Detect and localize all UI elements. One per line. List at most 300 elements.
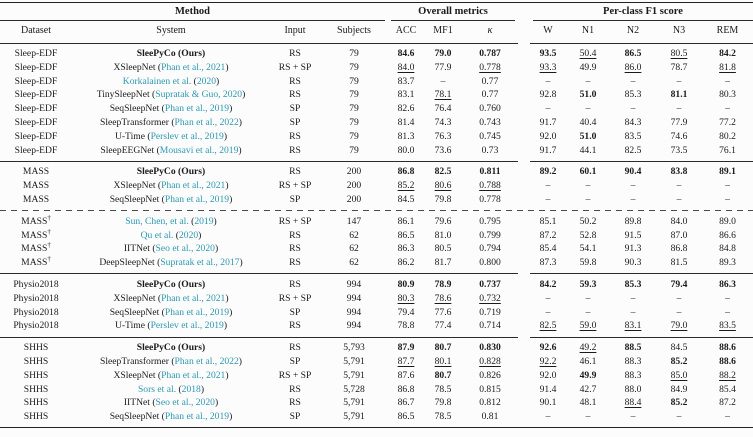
citation-link[interactable]: Sors et al. xyxy=(137,383,177,395)
dataset-cell: SHHS xyxy=(23,355,49,367)
metric-cell: 80.5 xyxy=(434,243,452,255)
input-signal-cell: RS + SP xyxy=(278,215,312,227)
dataset-cell: SHHS xyxy=(23,383,49,395)
citation-link[interactable]: 2020 xyxy=(178,229,199,241)
citation-link[interactable]: Phan et al., 2019 xyxy=(164,411,230,423)
metric-cell: 86.5 xyxy=(397,229,415,241)
metric-cell: 49.9 xyxy=(579,61,597,73)
input-signal-cell: RS xyxy=(289,166,301,178)
metric-cell: – xyxy=(585,103,591,115)
table-row xyxy=(0,75,753,89)
system-text: ) xyxy=(223,320,228,332)
subjects-cell: 79 xyxy=(349,116,359,128)
metric-cell: – xyxy=(545,180,551,192)
metric-cell: 86.3 xyxy=(719,278,736,290)
metric-cell: 0.828 xyxy=(479,355,501,367)
dagger-mark: † xyxy=(47,214,51,222)
citation-link[interactable]: Phan et al., 2019 xyxy=(164,193,230,205)
metric-cell: 85.1 xyxy=(539,215,557,227)
input-signal-cell: RS xyxy=(289,257,301,269)
subjects-cell: 994 xyxy=(346,278,362,290)
metric-cell: 89.8 xyxy=(624,215,642,227)
metric-cell: 77.9 xyxy=(670,116,688,128)
metric-cell: 87.2 xyxy=(539,229,557,241)
metric-cell: 0.812 xyxy=(479,397,501,409)
system-text: IITNet ( xyxy=(123,397,156,409)
citation-link[interactable]: Phan et al., 2022 xyxy=(174,355,239,367)
system-cell xyxy=(72,61,270,75)
metric-cell: 88.2 xyxy=(719,369,736,381)
divider-left-segment xyxy=(0,161,518,162)
system-text: XSleepNet ( xyxy=(113,369,162,381)
column-header-rem: REM xyxy=(716,25,739,36)
system-cell xyxy=(72,144,270,158)
column-group-gap xyxy=(518,229,530,243)
metric-cell: – xyxy=(630,103,636,115)
input-signal-cell: SP xyxy=(289,193,301,205)
metric-cell: 0.778 xyxy=(479,193,501,205)
group-header-perclass-f1 xyxy=(533,3,753,21)
system-text: U-Time ( xyxy=(114,130,151,142)
table-row xyxy=(0,369,753,383)
metric-cell: 87.2 xyxy=(719,397,736,409)
metric-cell: – xyxy=(545,103,551,115)
table-row xyxy=(0,306,753,320)
metric-cell: 0.788 xyxy=(479,180,501,192)
divider-left-segment xyxy=(0,337,518,338)
system-text: ) xyxy=(225,369,229,381)
metric-cell: 88.6 xyxy=(719,355,736,367)
metric-cell: – xyxy=(725,75,730,87)
metric-cell: – xyxy=(545,292,551,304)
subjects-cell: 79 xyxy=(349,48,359,59)
group-header-method xyxy=(0,3,385,21)
metric-cell: 0.778 xyxy=(479,61,501,73)
table-row xyxy=(0,47,753,61)
subjects-cell: 5,791 xyxy=(343,369,365,381)
dataset-cell: Sleep-EDF xyxy=(14,116,58,128)
system-text: ) xyxy=(238,355,242,367)
metric-cell: – xyxy=(676,411,682,423)
metric-cell: 86.7 xyxy=(397,397,415,409)
metric-cell: 0.787 xyxy=(479,48,501,59)
dataset-cell: Physio2018 xyxy=(13,292,59,304)
system-text: ) xyxy=(214,243,219,255)
system-text: ) xyxy=(216,75,220,87)
input-signal-cell: SP xyxy=(289,306,301,318)
table-row xyxy=(0,242,753,256)
metric-cell: 80.6 xyxy=(434,180,452,192)
column-group-gap xyxy=(518,21,530,41)
metric-cell: 84.8 xyxy=(719,243,736,255)
metric-cell: 86.2 xyxy=(397,257,415,269)
system-text: TinySleepNet ( xyxy=(96,89,156,101)
metric-cell: 88.6 xyxy=(719,342,736,354)
table-row xyxy=(0,319,753,333)
system-cell xyxy=(72,355,270,369)
divider-left-segment xyxy=(0,273,518,274)
metric-cell: 90.1 xyxy=(539,397,557,409)
metric-cell: 86.5 xyxy=(397,411,415,423)
system-text: ( xyxy=(191,75,197,87)
column-group-gap xyxy=(518,144,530,158)
system-text: SeqSleepNet ( xyxy=(109,193,165,205)
system-text: ) xyxy=(225,180,229,192)
citation-link[interactable]: Phan et al., 2022 xyxy=(174,116,239,128)
metric-cell: 0.830 xyxy=(479,342,501,354)
metric-cell: 82.6 xyxy=(397,103,415,115)
system-cell xyxy=(72,130,270,144)
subjects-cell: 994 xyxy=(346,306,362,318)
system-text: ) xyxy=(238,116,242,128)
citation-link[interactable]: Korkalainen et al. xyxy=(122,75,192,87)
column-group-gap xyxy=(518,215,530,229)
citation-link[interactable]: Phan et al., 2021 xyxy=(161,180,226,192)
system-cell xyxy=(72,193,270,207)
metric-cell: 86.8 xyxy=(397,166,415,178)
metric-cell: 40.4 xyxy=(579,116,597,128)
system-text: IITNet ( xyxy=(123,243,156,255)
metric-cell: 83.1 xyxy=(397,89,415,101)
metric-cell: 49.2 xyxy=(579,342,597,354)
metric-cell: 76.1 xyxy=(719,144,736,156)
metric-cell: – xyxy=(440,75,446,87)
system-cell xyxy=(72,75,270,89)
table-row xyxy=(0,144,753,158)
input-signal-cell: RS xyxy=(289,383,301,395)
dataset-cell: Sleep-EDF xyxy=(14,130,58,142)
metric-cell: 80.5 xyxy=(670,48,688,59)
metric-cell: 81.1 xyxy=(670,89,688,101)
column-group-gap xyxy=(518,179,530,193)
system-cell xyxy=(72,242,270,256)
system-text: ) xyxy=(213,215,217,227)
system-text: ) xyxy=(239,257,243,269)
system-text: ) xyxy=(198,229,202,241)
column-group-gap xyxy=(518,193,530,207)
column-group-gap xyxy=(518,306,530,320)
section-divider xyxy=(0,161,753,162)
citation-link[interactable]: 2019 xyxy=(194,215,214,227)
metric-cell: 84.2 xyxy=(719,48,736,59)
metric-cell: 84.9 xyxy=(670,383,688,395)
citation-link[interactable]: Seo et al., 2020 xyxy=(155,397,215,409)
metric-cell: 83.7 xyxy=(397,75,415,87)
system-text: SleePyCo (Ours) xyxy=(136,166,206,178)
input-signal-cell: RS xyxy=(289,243,301,255)
system-cell xyxy=(72,369,270,383)
metric-cell: 92.6 xyxy=(539,342,557,354)
column-header-subjects: Subjects xyxy=(337,25,371,36)
system-text: SeqSleepNet ( xyxy=(109,411,165,423)
table-row xyxy=(0,88,753,102)
metric-cell: 0.794 xyxy=(479,243,501,255)
metric-cell: 77.4 xyxy=(434,320,452,332)
metric-cell: 92.2 xyxy=(539,355,557,367)
citation-link[interactable]: Phan et al., 2021 xyxy=(161,369,226,381)
system-text: XSleepNet ( xyxy=(113,292,162,304)
metric-cell: 60.1 xyxy=(579,166,597,178)
metric-cell: 88.5 xyxy=(624,342,642,354)
metric-cell: 89.0 xyxy=(719,215,736,227)
system-cell xyxy=(72,102,270,116)
metric-cell: – xyxy=(725,306,730,318)
metric-cell: 87.0 xyxy=(670,229,688,241)
group-header-overall-label: Overall metrics xyxy=(418,6,488,17)
metric-cell: 78.8 xyxy=(397,320,415,332)
dataset-cell: MASS† xyxy=(21,256,51,269)
dataset-cell: Sleep-EDF xyxy=(14,103,58,115)
table-row xyxy=(0,165,753,179)
metric-cell: – xyxy=(630,75,636,87)
system-cell xyxy=(72,229,270,243)
metric-cell: 84.6 xyxy=(397,48,415,59)
citation-link[interactable]: Perslev et al., 2019 xyxy=(150,320,224,332)
citation-link[interactable]: Sun, Chen, et al. xyxy=(125,215,189,227)
metric-cell: 78.9 xyxy=(434,278,452,290)
system-text: ) xyxy=(200,383,205,395)
system-text: ) xyxy=(225,292,229,304)
metric-cell: 84.0 xyxy=(670,215,688,227)
metric-cell: 79.8 xyxy=(434,397,452,409)
subjects-cell: 147 xyxy=(346,215,362,227)
metric-cell: 82.5 xyxy=(434,166,452,178)
metric-cell: 0.77 xyxy=(481,75,499,87)
metric-cell: – xyxy=(676,306,682,318)
dagger-mark: † xyxy=(47,256,51,263)
subjects-cell: 79 xyxy=(349,144,359,156)
column-header-system: System xyxy=(156,25,186,36)
metric-cell: 0.800 xyxy=(479,257,501,269)
metric-cell: 46.1 xyxy=(579,355,597,367)
metric-cell: 0.719 xyxy=(479,306,501,318)
metric-cell: 88.4 xyxy=(624,397,642,409)
input-signal-cell: RS xyxy=(289,89,301,101)
system-cell xyxy=(72,116,270,130)
metric-cell: – xyxy=(725,411,730,423)
table-row xyxy=(0,396,753,410)
metric-cell: – xyxy=(585,292,591,304)
metric-cell: 84.5 xyxy=(670,342,688,354)
subjects-cell: 62 xyxy=(349,229,359,241)
dataset-cell: Sleep-EDF xyxy=(14,75,58,87)
metric-cell: 0.714 xyxy=(479,320,501,332)
table-row xyxy=(0,341,753,355)
metric-cell: 78.5 xyxy=(434,383,452,395)
metric-cell: 48.1 xyxy=(579,397,597,409)
column-header-n1: N1 xyxy=(581,25,595,36)
subjects-cell: 5,728 xyxy=(343,383,365,395)
metric-cell: 59.3 xyxy=(579,278,597,290)
metric-cell: 89.1 xyxy=(719,166,736,178)
citation-link[interactable]: Mousavi et al., 2019 xyxy=(159,144,239,156)
metric-cell: 49.9 xyxy=(579,369,597,381)
table-bottom-rule xyxy=(0,427,753,428)
column-header-n3: N3 xyxy=(672,25,686,36)
citation-link[interactable]: Phan et al., 2019 xyxy=(164,103,230,115)
metric-cell: 83.5 xyxy=(624,130,642,142)
system-cell xyxy=(72,215,270,229)
system-cell xyxy=(72,383,270,397)
metric-cell: 81.4 xyxy=(397,116,415,128)
citation-link[interactable]: Supratak & Guo, 2020 xyxy=(155,89,243,101)
metric-cell: – xyxy=(725,292,730,304)
section-divider xyxy=(0,273,753,274)
input-signal-cell: RS xyxy=(289,397,301,409)
system-text: ) xyxy=(229,103,233,115)
metric-cell: 85.2 xyxy=(397,180,415,192)
metric-cell: 73.5 xyxy=(670,144,688,156)
metric-cell: – xyxy=(545,411,551,423)
metric-cell: 77.6 xyxy=(434,306,452,318)
citation-link[interactable]: Qu et al. xyxy=(140,229,174,241)
metric-cell: 86.3 xyxy=(397,243,415,255)
column-header-n2: N2 xyxy=(626,25,640,36)
system-text: ) xyxy=(238,144,242,156)
citation-link[interactable]: 2018 xyxy=(181,383,201,395)
metric-cell: 59.8 xyxy=(579,257,597,269)
system-text: SleePyCo (Ours) xyxy=(136,342,206,354)
dataset-cell: MASS† xyxy=(21,228,51,241)
dataset-cell: MASS xyxy=(22,193,50,205)
metric-cell: 78.5 xyxy=(434,411,452,423)
metric-cell: 79.4 xyxy=(670,278,688,290)
column-header-row xyxy=(0,21,753,41)
column-group-gap xyxy=(518,278,530,292)
metric-cell: 0.795 xyxy=(479,215,501,227)
input-signal-cell: RS + SP xyxy=(278,61,312,73)
subjects-cell: 62 xyxy=(349,257,359,269)
dataset-cell: Sleep-EDF xyxy=(14,61,58,73)
metric-cell: 79.0 xyxy=(434,48,452,59)
table-row xyxy=(0,179,753,193)
system-text: ) xyxy=(242,89,246,101)
column-group-gap xyxy=(518,102,530,116)
metric-cell: 0.73 xyxy=(481,144,499,156)
table-row xyxy=(0,61,753,75)
metric-cell: – xyxy=(676,193,682,205)
system-cell xyxy=(72,88,270,102)
column-header-kappa: κ xyxy=(487,25,493,36)
subjects-cell: 200 xyxy=(346,193,362,205)
metric-cell: – xyxy=(630,193,636,205)
system-cell xyxy=(72,292,270,306)
system-cell xyxy=(72,341,270,355)
metric-cell: 92.8 xyxy=(539,89,557,101)
system-text: SleepTransformer ( xyxy=(100,116,175,128)
citation-link[interactable]: Seo et al., 2020 xyxy=(155,243,215,255)
metric-cell: 0.732 xyxy=(479,292,501,304)
metric-cell: 51.0 xyxy=(579,89,597,101)
metric-cell: – xyxy=(545,193,551,205)
citation-link[interactable]: Phan et al., 2021 xyxy=(161,292,226,304)
column-group-gap xyxy=(518,355,530,369)
input-signal-cell: RS xyxy=(289,278,301,290)
section-divider xyxy=(0,337,753,338)
metric-cell: 83.8 xyxy=(670,166,688,178)
system-text: SleePyCo (Ours) xyxy=(136,278,206,290)
metric-cell: 0.760 xyxy=(479,103,501,115)
metric-cell: 89.3 xyxy=(719,257,736,269)
column-header-w: W xyxy=(543,25,553,36)
column-group-gap xyxy=(518,319,530,333)
column-group-gap xyxy=(518,61,530,75)
dataset-cell: Sleep-EDF xyxy=(14,48,58,59)
column-group-gap xyxy=(518,116,530,130)
system-cell xyxy=(72,47,270,61)
dataset-cell: MASS† xyxy=(21,242,51,255)
group-header-perclass-label: Per-class F1 score xyxy=(603,6,683,17)
metric-cell: 77.2 xyxy=(719,116,736,128)
dataset-cell: Physio2018 xyxy=(13,278,59,290)
subjects-cell: 5,793 xyxy=(343,342,365,354)
metric-cell: 83.1 xyxy=(624,320,642,332)
column-group-gap xyxy=(518,47,530,61)
subjects-cell: 994 xyxy=(346,292,362,304)
input-signal-cell: RS + SP xyxy=(278,369,312,381)
subjects-cell: 79 xyxy=(349,89,359,101)
system-text: DeepSleepNet ( xyxy=(99,257,161,269)
column-group-gap xyxy=(518,242,530,256)
citation-link[interactable]: 2020 xyxy=(196,75,217,87)
metric-cell: 86.8 xyxy=(397,383,415,395)
metric-cell: – xyxy=(585,306,591,318)
metric-cell: 85.0 xyxy=(670,369,688,381)
citation-link[interactable]: Phan et al., 2019 xyxy=(164,306,230,318)
input-signal-cell: SP xyxy=(289,103,301,115)
column-group-gap xyxy=(518,383,530,397)
dagger-mark: † xyxy=(47,242,51,250)
subjects-cell: 79 xyxy=(349,103,359,115)
metric-cell: 78.1 xyxy=(434,89,452,101)
subjects-cell: 200 xyxy=(346,166,362,178)
column-header-mf1: MF1 xyxy=(433,25,453,36)
table-row xyxy=(0,410,753,424)
citation-link[interactable]: Perslev et al., 2019 xyxy=(150,130,224,142)
citation-link[interactable]: Phan et al., 2021 xyxy=(161,61,226,73)
metric-cell: 85.4 xyxy=(719,383,736,395)
metric-cell: – xyxy=(725,180,730,192)
system-text: ) xyxy=(229,193,233,205)
metric-cell: 93.3 xyxy=(539,61,557,73)
metric-cell: 0.799 xyxy=(479,229,501,241)
metric-cell: 79.6 xyxy=(434,215,452,227)
metric-cell: 81.8 xyxy=(719,61,736,73)
metric-cell: – xyxy=(630,306,636,318)
system-cell xyxy=(72,179,270,193)
citation-link[interactable]: Supratak et al., 2017 xyxy=(160,257,240,269)
metric-cell: 84.5 xyxy=(397,193,415,205)
metric-cell: 74.3 xyxy=(434,116,452,128)
column-group-gap xyxy=(518,410,530,424)
metric-cell: 59.0 xyxy=(579,320,597,332)
system-text: SleepTransformer ( xyxy=(100,355,175,367)
metric-cell: 81.3 xyxy=(397,130,415,142)
system-text: SeqSleepNet ( xyxy=(109,306,165,318)
dataset-cell: SHHS xyxy=(23,369,49,381)
system-text: SleepEEGNet ( xyxy=(100,144,160,156)
subjects-cell: 5,791 xyxy=(343,355,365,367)
metric-cell: – xyxy=(676,180,682,192)
dataset-cell: Physio2018 xyxy=(13,306,59,318)
metric-cell: 90.3 xyxy=(624,257,642,269)
system-text: ) xyxy=(214,397,219,409)
input-signal-cell: SP xyxy=(289,116,301,128)
input-signal-cell: SP xyxy=(289,355,301,367)
column-group-gap xyxy=(518,292,530,306)
group-header-row xyxy=(0,3,753,21)
divider-right-segment xyxy=(530,273,753,274)
